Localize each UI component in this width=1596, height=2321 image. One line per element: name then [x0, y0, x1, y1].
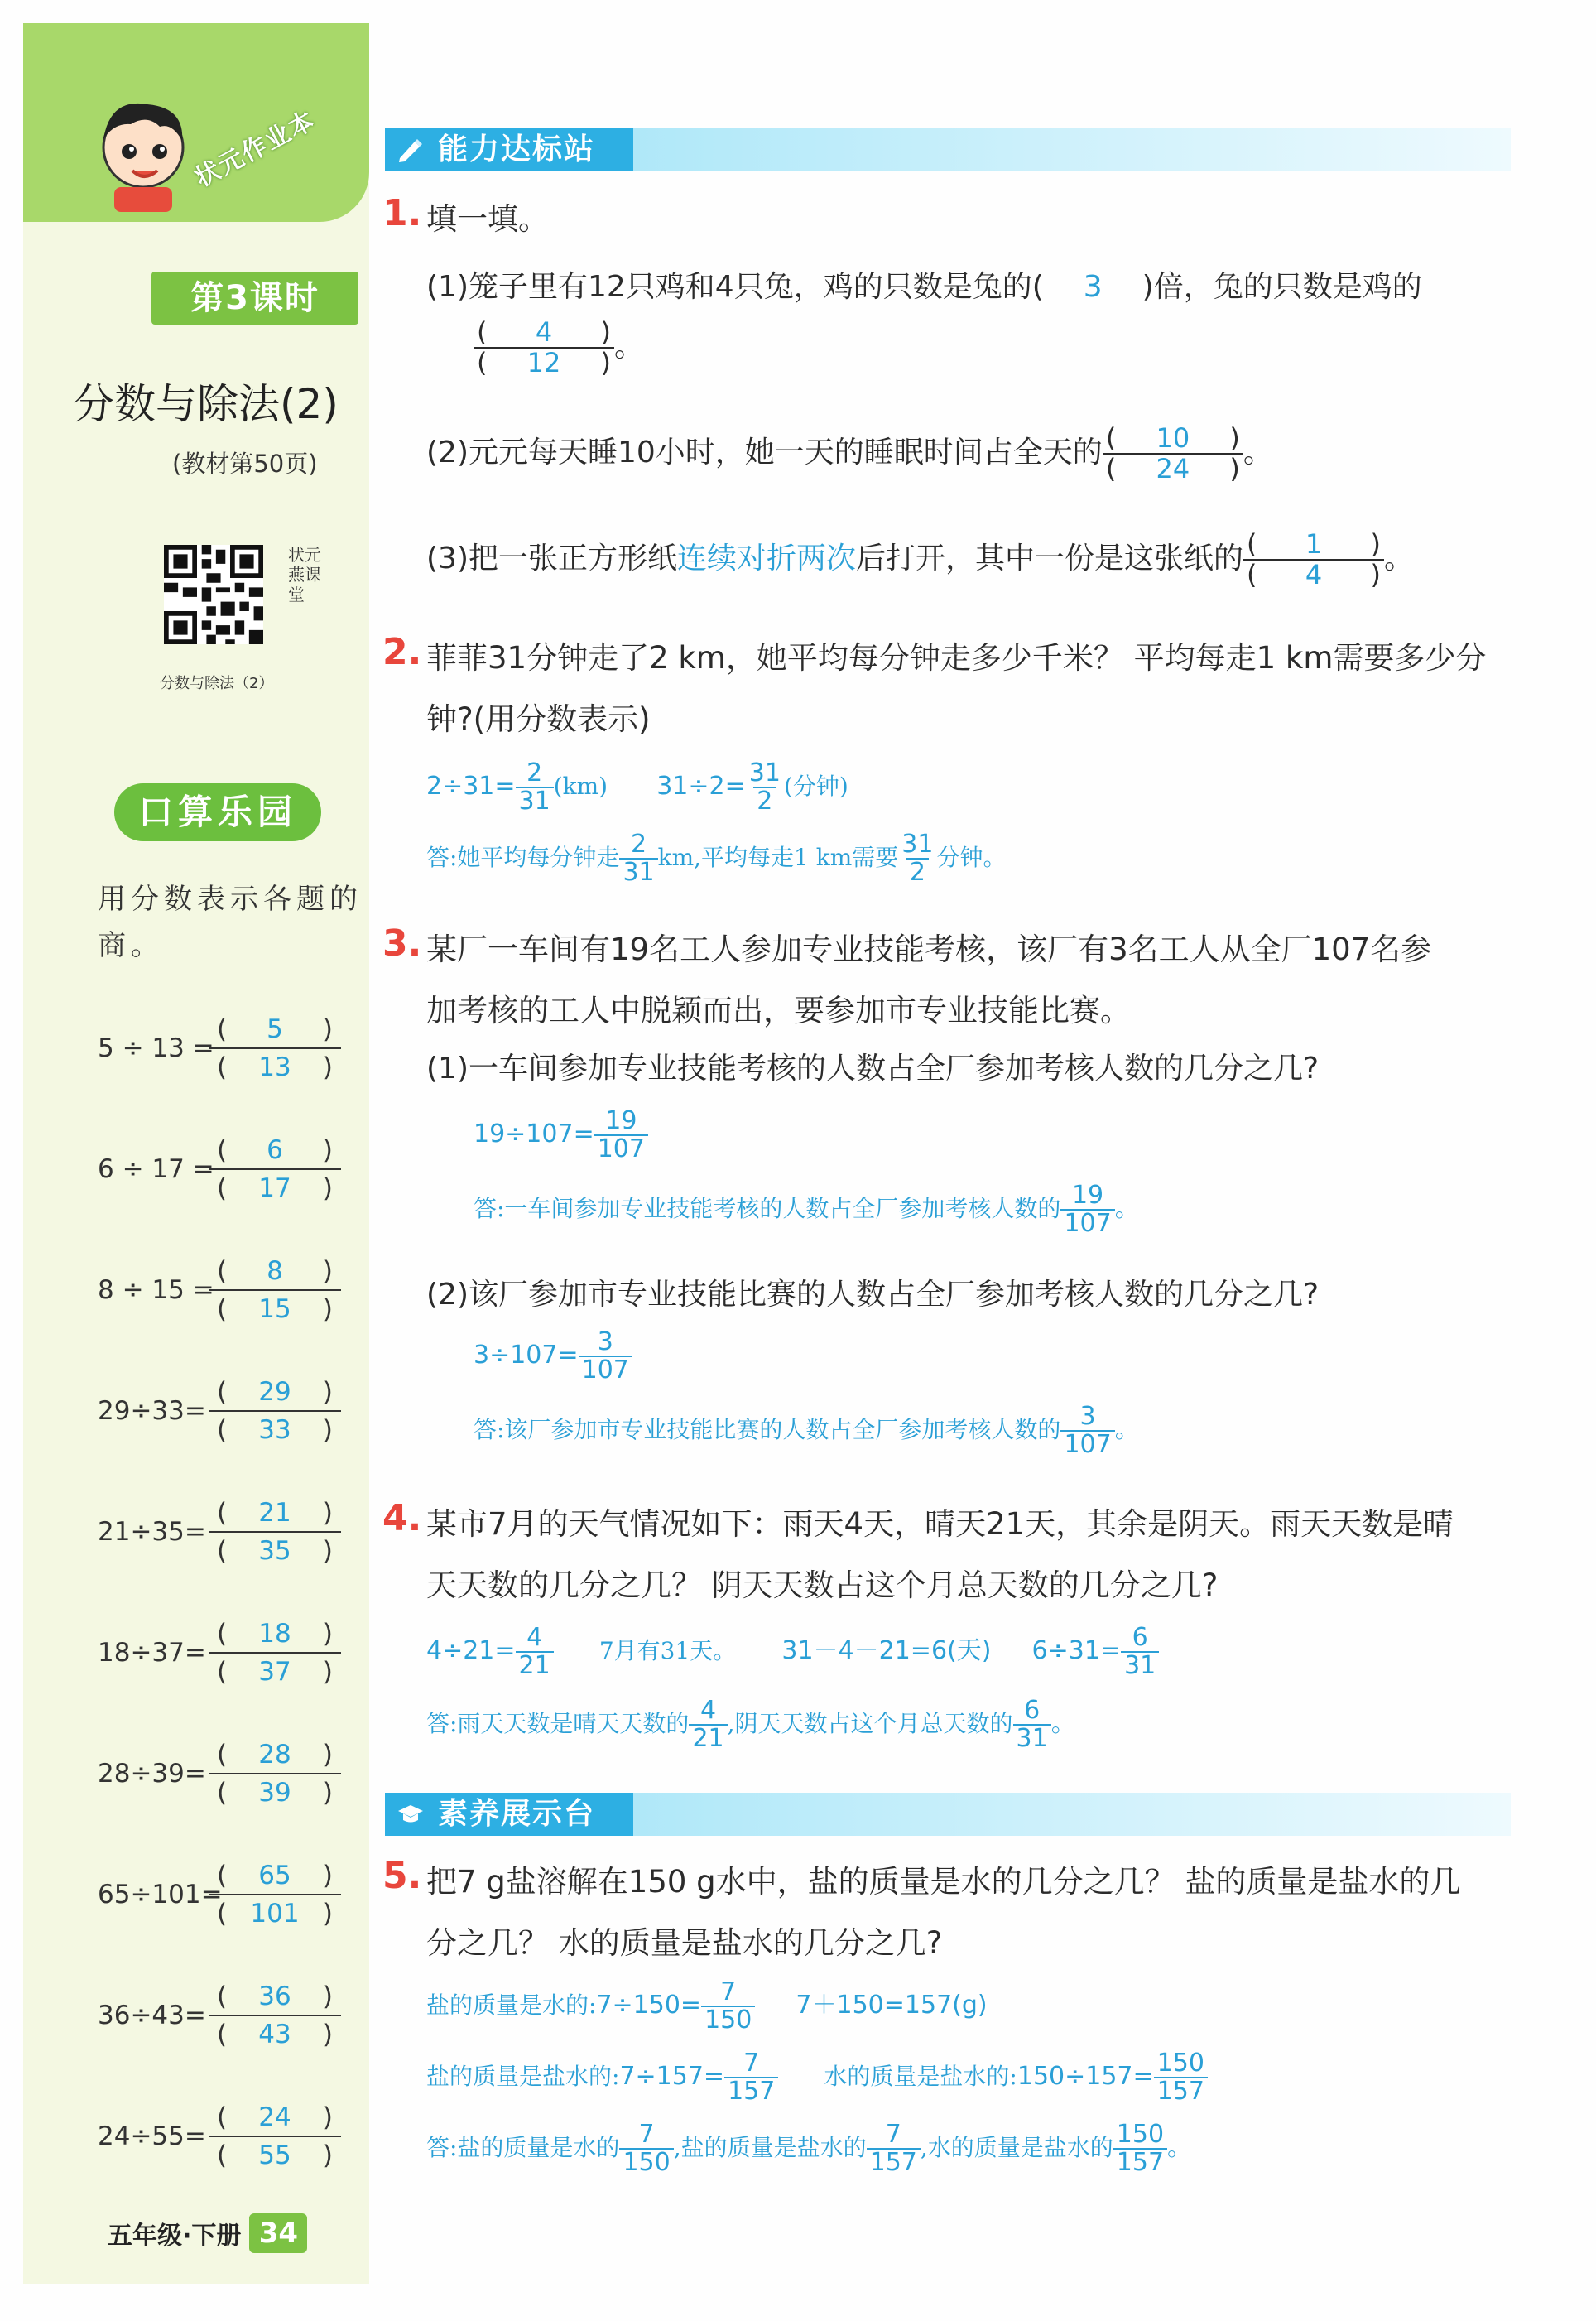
calc-expression: 8 ÷ 15 =: [98, 1275, 214, 1305]
q4-working: [426, 1625, 1519, 1678]
page-number: 34: [249, 2213, 307, 2253]
q3-part1-working: [474, 1108, 1566, 1162]
calc-expression: 5 ÷ 13 =: [98, 1033, 214, 1063]
calc-item: 36÷43= ( 36 ) ( 43 ): [98, 1970, 387, 2061]
q4-eq3: 6÷31=: [1031, 1636, 1122, 1665]
q1-part1-answer: 3: [1083, 270, 1103, 304]
q1-part3-text-c: 后打开，其中一份是这张纸的: [856, 542, 1244, 576]
question-number: 1.: [382, 192, 422, 234]
fraction-denominator: 157: [724, 2077, 778, 2105]
question-2-line1: 菲菲31分钟走了2 km，她平均每分钟走多少千米？ 平均每走1 km需要多少分: [426, 640, 1487, 676]
q1-part1-text: (1)笼子里有12只鸡和4只兔，鸡的只数是兔的(: [426, 270, 1044, 304]
fraction-denominator: 107: [594, 1134, 648, 1163]
q5-answer-text-b: ,盐的质量是盐水的: [673, 2134, 867, 2161]
question-3-text: [426, 919, 1519, 1042]
fraction-denominator: 2: [753, 787, 776, 815]
calc-numerator: 28: [258, 1740, 291, 1770]
question-3-line2: 加考核的工人中脱颖而出，要参加市专业技能比赛。: [426, 993, 1131, 1028]
q2-eq1: 2÷31=: [426, 772, 516, 801]
calc-numerator: 36: [258, 1982, 291, 2011]
question-number: 2.: [382, 631, 422, 673]
fraction-numerator: 31: [901, 830, 934, 859]
fraction-numerator: 10: [1156, 422, 1190, 454]
q2-answer-text-c: 分钟。: [936, 844, 1007, 871]
boy-mascot-icon: [81, 89, 205, 214]
calc-expression: 6 ÷ 17 =: [98, 1154, 214, 1184]
fraction-denominator: 157: [1154, 2077, 1208, 2105]
fraction-denominator: 31: [1121, 1651, 1159, 1679]
q3-part1-answer: 答:一车间参加专业技能考核的人数占全厂参加考核人数的 $\frac{19}{107}$ 。: [474, 1181, 1140, 1238]
q5-working-1: [426, 1979, 1519, 2033]
fraction-numerator: 6: [1132, 1623, 1148, 1652]
question-5-line1: 把7 g盐溶解在150 g水中，盐的质量是水的几分之几？ 盐的质量是盐水的几: [426, 1864, 1461, 1900]
question-4-text: [426, 1494, 1519, 1616]
sidebar-instruction: 用分数表示各题的商。: [98, 883, 363, 962]
fraction-denominator: 107: [1060, 1209, 1114, 1237]
sidebar: [23, 23, 369, 2284]
calc-expression: 29÷33=: [98, 1396, 206, 1426]
fraction-denominator: 4: [1305, 559, 1323, 591]
q5-line2-label-a: 盐的质量是盐水的:: [426, 2063, 620, 2090]
question-number: 5.: [382, 1855, 422, 1897]
q2-answer: [426, 831, 1519, 885]
calc-item: 6 ÷ 17 = ( 6 ) ( 17 ): [98, 1124, 387, 1215]
textbook-page-ref: (教材第50页): [172, 450, 318, 478]
q2-unit2: (分钟): [783, 773, 848, 800]
calc-denominator: 13: [258, 1052, 291, 1082]
calc-denominator: 33: [258, 1415, 291, 1445]
lesson-badge: 第3课时: [151, 272, 358, 325]
fraction-denominator: 24: [1156, 453, 1190, 485]
calc-expression: 21÷35=: [98, 1517, 206, 1547]
question-2-line2: 钟?(用分数表示): [426, 701, 651, 737]
question-2-text: [426, 628, 1519, 750]
q2-unit1: (km): [553, 773, 608, 800]
q4-eq2: 31－4－21=6(天): [781, 1636, 992, 1665]
calc-denominator: 101: [250, 1899, 300, 1929]
brand-title: 状元作业本: [190, 105, 321, 194]
q1-part1-fraction: ( 4 ) ( 12 ) 。: [474, 318, 1566, 378]
q3-part2-answer-text: 答:该厂参加市专业技能比赛的人数占全厂参加考核人数的: [474, 1416, 1061, 1443]
calc-expression: 28÷39=: [98, 1759, 206, 1789]
page-footer: [108, 2213, 373, 2254]
calc-denominator: 15: [258, 1294, 291, 1324]
pencil-icon: [397, 137, 425, 163]
q5-answer: 答:盐的质量是水的 $\frac{7}{150}$ ,盐的质量是盐水的 $\frac{7}{157}$ ,水的质量是盐水的 $\frac{150}{157}$ 。: [426, 2120, 1193, 2177]
calc-item: 24÷55= ( 24 ) ( 55 ): [98, 2091, 387, 2182]
fraction-denominator: 157: [867, 2148, 921, 2176]
calc-item: 8 ÷ 15 = ( 8 ) ( 15 ): [98, 1245, 387, 1336]
calc-denominator: 39: [258, 1778, 291, 1808]
fraction-denominator: 157: [1113, 2148, 1167, 2176]
question-1-title: 填一填。: [426, 201, 549, 237]
calc-numerator: 65: [258, 1861, 291, 1890]
calc-item: 65÷101= ( 65 ) ( 101 ): [98, 1849, 387, 1940]
fraction-numerator: 150: [1116, 2120, 1165, 2149]
q5-line2-label-b: 水的质量是盐水的:: [824, 2063, 1017, 2090]
fraction-numerator: 7: [885, 2120, 901, 2149]
question-4-line1: 某市7月的天气情况如下：雨天4天，晴天21天，其余是阴天。雨天天数是晴: [426, 1506, 1454, 1542]
section-banner-ability: [385, 128, 1511, 171]
q5-working-2: [426, 2050, 1519, 2104]
q2-answer-text-a: 答:她平均每分钟走: [426, 844, 620, 871]
fraction-denominator: 107: [1060, 1430, 1114, 1458]
q1-part1-tail: )倍，兔的只数是鸡的: [1142, 270, 1422, 304]
fraction-numerator: 6: [1024, 1696, 1041, 1725]
calc-denominator: 43: [258, 2020, 291, 2049]
calc-numerator: 5: [267, 1014, 283, 1044]
fraction-denominator: 150: [701, 2006, 755, 2034]
q4-days-note: 7月有31天。: [598, 1637, 737, 1664]
fraction-denominator: 107: [579, 1356, 632, 1384]
calc-denominator: 35: [258, 1536, 291, 1566]
q5-answer-text-c: ,水的质量是盐水的: [920, 2134, 1113, 2161]
fraction-numerator: 7: [638, 2120, 655, 2149]
q4-answer-text-a: 答:雨天天数是晴天天数的: [426, 1710, 690, 1737]
q5-answer-text-a: 答:盐的质量是水的: [426, 2134, 620, 2161]
fraction-numerator: 3: [1079, 1402, 1096, 1431]
fraction-numerator: 4: [526, 1623, 543, 1652]
calc-denominator: 37: [258, 1657, 291, 1687]
fraction-denominator: 31: [619, 858, 657, 886]
fraction-numerator: 1: [1305, 528, 1323, 560]
q1-part3-text-a: (3)把一张正方形纸: [426, 542, 677, 576]
calc-expression: 36÷43=: [98, 2001, 206, 2030]
q5-line1-label: 盐的质量是水的:: [426, 1991, 597, 2019]
fraction-numerator: 19: [605, 1106, 637, 1135]
calc-numerator: 6: [267, 1135, 283, 1165]
fraction-denominator: 31: [1013, 1724, 1051, 1752]
fraction-numerator: 7: [743, 2049, 760, 2078]
fraction-numerator: 2: [630, 830, 647, 859]
calc-item: 5 ÷ 13 = ( 5 ) ( 13 ): [98, 1003, 387, 1094]
q3-part2: (2)该厂参加市专业技能比赛的人数占全厂参加考核人数的几分之几?: [426, 1278, 1320, 1312]
question-3-line1: 某厂一车间有19名工人参加专业技能考核，该厂有3名工人从全厂107名参: [426, 932, 1432, 967]
qr-caption: 分数与除法（2）: [160, 675, 274, 692]
calc-numerator: 18: [258, 1619, 291, 1649]
q4-answer: 答:雨天天数是晴天天数的 $\frac{4}{21}$ ,阴天天数占这个月总天数的 $\frac{6}{31}$ 。: [426, 1696, 1076, 1753]
grade-label: 五年级·下册: [108, 2222, 242, 2251]
fraction-denominator: 21: [689, 1724, 727, 1752]
q4-answer-text-b: ,阴天天数占这个月总天数的: [727, 1710, 1013, 1737]
section-title: 素养展示台: [385, 1793, 633, 1836]
q1-part2: (2)元元每天睡10小时，她一天的睡眠时间占全天的 ( 10 ) ( 24 ) 。: [426, 422, 1273, 485]
question-number: 4.: [382, 1497, 422, 1539]
question-5-text: [426, 1852, 1519, 1974]
calc-item: 28÷39= ( 28 ) ( 39 ): [98, 1728, 387, 1819]
question-5-line2: 分之几？ 水的质量是盐水的几分之几?: [426, 1925, 943, 1961]
calc-numerator: 24: [258, 2102, 291, 2132]
fraction-numerator: 7: [720, 1977, 737, 2006]
fraction-denominator: 31: [516, 787, 554, 815]
calc-expression: 65÷101=: [98, 1880, 223, 1909]
fraction-numerator: 4: [699, 1696, 717, 1725]
calc-numerator: 29: [258, 1377, 291, 1407]
fraction-numerator: 19: [1071, 1181, 1104, 1210]
qr-code-icon[interactable]: [164, 545, 263, 644]
calc-expression: 24÷55=: [98, 2121, 206, 2151]
q3-part2-answer: 答:该厂参加市专业技能比赛的人数占全厂参加考核人数的 $\frac{3}{107}$ 。: [474, 1402, 1140, 1459]
q3-eq2: 3÷107=: [474, 1341, 579, 1370]
section-badge-kousuan: 口算乐园: [114, 783, 321, 841]
q5-eq1: 7÷150=: [596, 1991, 702, 2020]
question-number: 3.: [382, 922, 422, 965]
q5-eq3: 150÷157=: [1017, 2062, 1154, 2091]
qr-side-caption: 状元燕课堂: [288, 545, 321, 604]
fraction-denominator: 21: [516, 1651, 554, 1679]
question-4-line2: 天天数的几分之几？ 阴天天数占这个月总天数的几分之几?: [426, 1567, 1219, 1603]
q5-eq-total: 7＋150=157(g): [796, 1991, 988, 2020]
fraction-denominator: 150: [619, 2148, 673, 2176]
calc-expression: 18÷37=: [98, 1638, 206, 1668]
fraction-numerator: 2: [526, 758, 543, 787]
calc-denominator: 17: [258, 1173, 291, 1203]
calc-denominator: 55: [258, 2140, 291, 2170]
calc-item: 29÷33= ( 29 ) ( 33 ): [98, 1365, 387, 1457]
lesson-subject: 分数与除法(2): [73, 380, 339, 428]
fraction-denominator: 12: [526, 347, 561, 379]
fraction-numerator: 3: [597, 1327, 613, 1356]
q3-eq1: 19÷107=: [474, 1120, 594, 1148]
graduation-cap-icon: [397, 1801, 425, 1827]
calc-item: 21÷35= ( 21 ) ( 35 ): [98, 1486, 387, 1577]
q3-part1-answer-text: 答:一车间参加专业技能考核的人数占全厂参加考核人数的: [474, 1195, 1061, 1222]
q1-part3: (3)把一张正方形纸连续对折两次后打开，其中一份是这张纸的 ( 1 ) ( 4 ) 。: [426, 528, 1415, 591]
q1-part3-highlight: 连续对折两次: [677, 542, 857, 576]
q4-eq1: 4÷21=: [426, 1636, 516, 1665]
q2-answer-text-b: km,平均每走1 km需要: [657, 844, 899, 871]
calc-item: 18÷37= ( 18 ) ( 37 ): [98, 1607, 387, 1698]
fraction-numerator: 31: [748, 758, 781, 787]
q3-part1: (1)一车间参加专业技能考核的人数占全厂参加考核人数的几分之几?: [426, 1052, 1320, 1086]
calc-numerator: 21: [258, 1498, 291, 1528]
section-banner-literacy: [385, 1793, 1511, 1836]
calc-numerator: 8: [267, 1256, 283, 1286]
section-title: 能力达标站: [385, 128, 633, 171]
q1-part1: [426, 263, 1519, 306]
q2-eq2: 31÷2=: [656, 772, 746, 801]
fraction-numerator: 150: [1156, 2049, 1204, 2078]
q2-working: [426, 760, 1519, 814]
q1-part2-text: (2)元元每天睡10小时，她一天的睡眠时间占全天的: [426, 436, 1103, 470]
q3-part2-working: [474, 1329, 1566, 1383]
fraction-denominator: 2: [906, 858, 929, 886]
fraction-numerator: 4: [535, 316, 553, 348]
q5-eq2: 7÷157=: [619, 2062, 725, 2091]
